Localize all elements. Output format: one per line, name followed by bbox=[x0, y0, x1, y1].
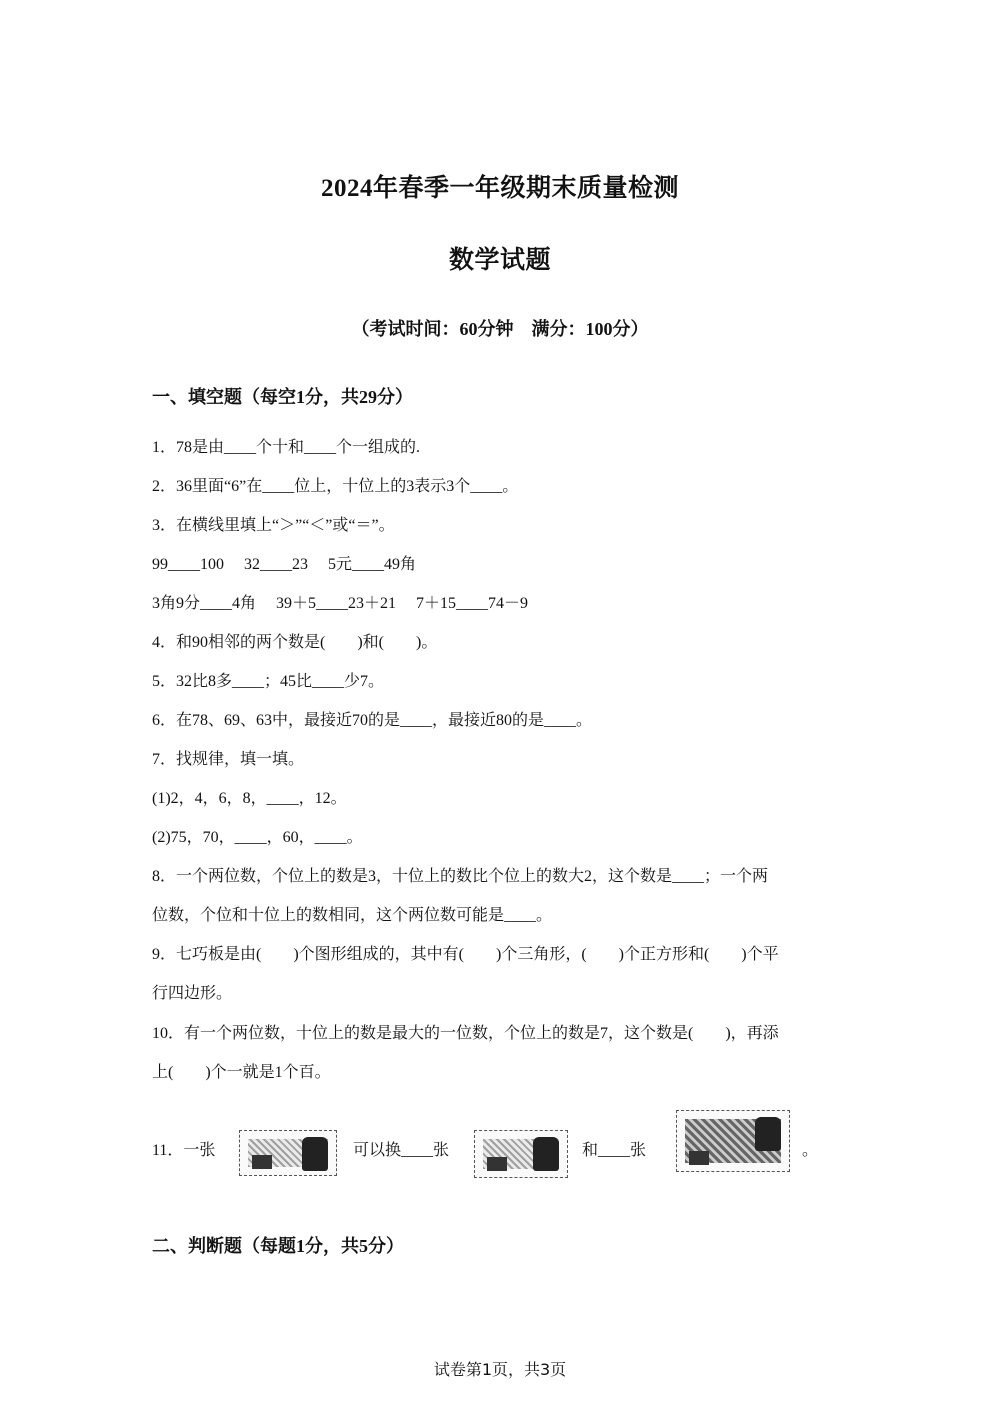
banknote-denomination-icon bbox=[689, 1151, 709, 1165]
question-3-row-1: 99____100 32____23 5元____49角 bbox=[152, 556, 417, 573]
question-4: 4．和90相邻的两个数是( )和( )。 bbox=[152, 634, 438, 651]
question-3: 3．在横线里填上“＞”“＜”或“＝”。 bbox=[152, 517, 395, 534]
banknote-denomination-icon bbox=[252, 1155, 272, 1169]
page-footer: 试卷第1页，共3页 bbox=[433, 1360, 567, 1379]
question-8-line-1: 8．一个两位数，个位上的数是3，十位上的数比个位上的数大2，这个数是____；一个两 bbox=[152, 868, 769, 885]
question-10-line-1: 10．有一个两位数，十位上的数是最大的一位数，个位上的数是7，这个数是( )，再添 bbox=[152, 1025, 779, 1042]
question-7: 7．找规律，填一填。 bbox=[152, 751, 305, 768]
exam-info: （考试时间：60分钟 满分：100分） bbox=[351, 319, 649, 339]
question-10-line-2: 上( )个一就是1个百。 bbox=[152, 1064, 331, 1081]
exam-title: 2024年春季一年级期末质量检测 bbox=[320, 175, 679, 202]
banknote-denomination-icon bbox=[487, 1157, 507, 1171]
question-5: 5．32比8多____；45比____少7。 bbox=[152, 673, 385, 690]
banknote-portrait-icon bbox=[302, 1137, 328, 1171]
section-heading-true-false: 二、判断题（每题1分，共5分） bbox=[152, 1236, 404, 1256]
question-11-text-1: 11．一张 bbox=[152, 1142, 216, 1159]
question-9-line-1: 9．七巧板是由( )个图形组成的，其中有( )个三角形，( )个正方形和( )个平 bbox=[152, 946, 779, 963]
question-11-text-4: 。 bbox=[802, 1142, 819, 1159]
question-6: 6．在78、69、63中，最接近70的是____，最接近80的是____。 bbox=[152, 712, 593, 729]
question-9-line-2: 行四边形。 bbox=[152, 985, 233, 1002]
question-1: 1．78是由____个十和____个一组成的. bbox=[152, 439, 421, 456]
banknote-portrait-icon bbox=[533, 1137, 559, 1171]
section-heading-fill-in: 一、填空题（每空1分，共29分） bbox=[152, 387, 413, 407]
question-8-line-2: 位数，个位和十位上的数相同，这个两位数可能是____。 bbox=[152, 907, 553, 924]
question-11-text-2: 可以换____张 bbox=[353, 1142, 450, 1159]
banknote-portrait-icon bbox=[755, 1117, 781, 1151]
question-2: 2．36里面“6”在____位上，十位上的3表示3个____。 bbox=[152, 478, 519, 495]
question-7-part-1: (1)2，4，6，8，____，12。 bbox=[152, 790, 347, 807]
banknote-image-3 bbox=[676, 1110, 790, 1172]
banknote-image-2 bbox=[474, 1130, 568, 1178]
question-7-part-2: (2)75，70，____，60，____。 bbox=[152, 829, 363, 846]
banknote-image-1 bbox=[239, 1130, 337, 1176]
question-11 bbox=[152, 1108, 852, 1178]
exam-subject-title: 数学试题 bbox=[448, 247, 551, 274]
question-3-row-2: 3角9分____4角 39＋5____23＋21 7＋15____74－9 bbox=[152, 595, 529, 612]
question-11-text-3: 和____张 bbox=[582, 1142, 647, 1159]
